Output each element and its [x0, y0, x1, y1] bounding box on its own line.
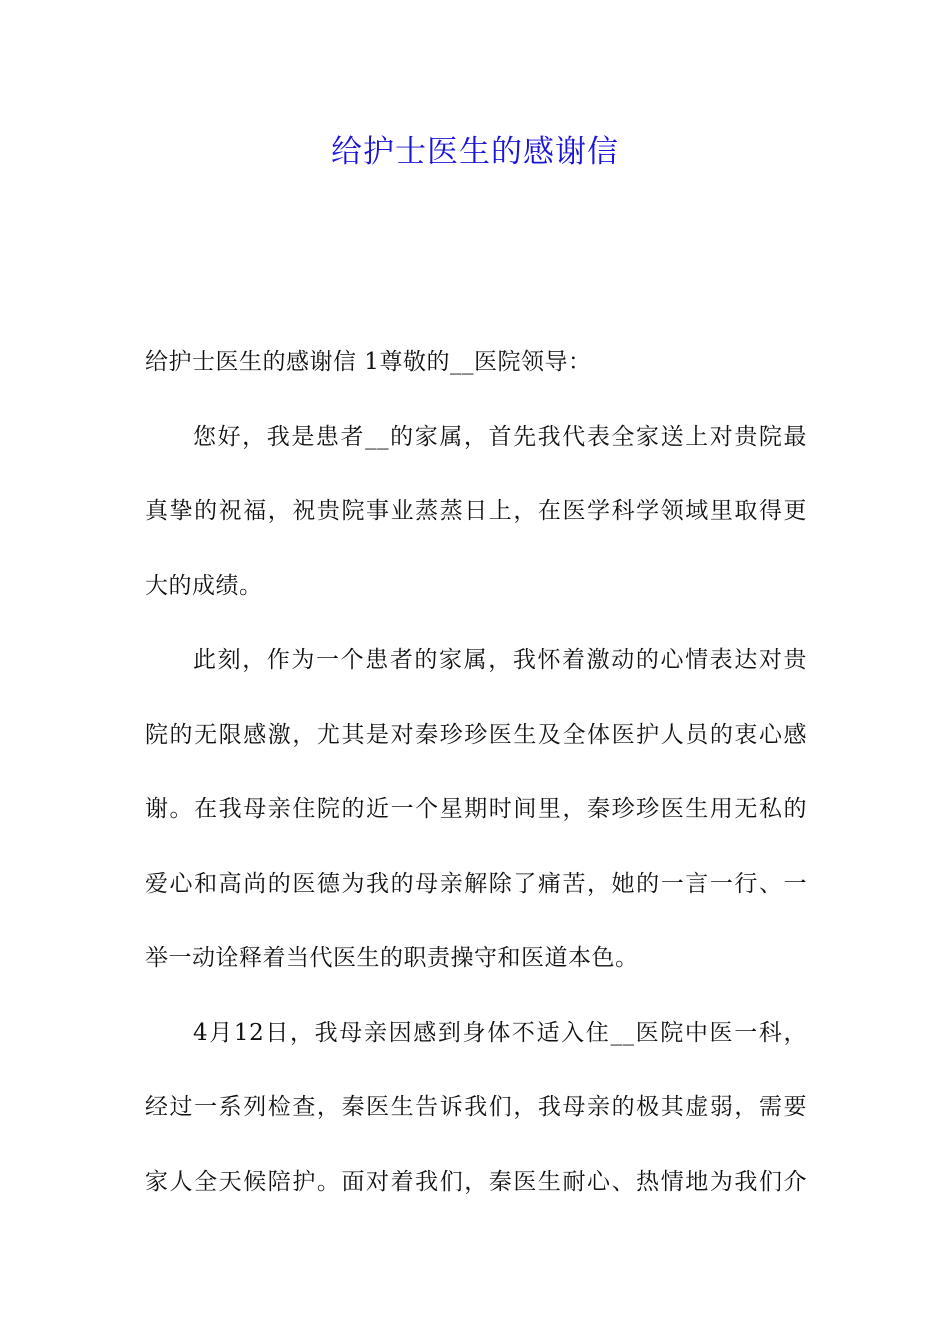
paragraph-line: 家人全天候陪护。面对着我们，秦医生耐心、热情地为我们介: [145, 1168, 807, 1195]
paragraph-line: 您好，我是患者__的家属，首先我代表全家送上对贵院最: [193, 423, 807, 450]
paragraph-line: 举一动诠释着当代医生的职责操守和医道本色。: [145, 945, 639, 971]
letter-body: [145, 335, 807, 1229]
paragraph-line: 爱心和高尚的医德为我的母亲解除了痛苦，她的一言一行、一: [145, 870, 807, 897]
paragraph-line: 真挚的祝福，祝贵院事业蒸蒸日上，在医学科学领域里取得更: [145, 498, 807, 524]
paragraph-line: 院的无限感激，尤其是对秦珍珍医生及全体医护人员的衷心感: [145, 721, 807, 748]
paragraph-line: 谢。在我母亲住院的近一个星期时间里，秦珍珍医生用无私的: [145, 796, 807, 822]
salutation-line: 给护士医生的感谢信 1尊敬的__医院领导：: [145, 349, 592, 375]
paragraph-line: 此刻，作为一个患者的家属，我怀着激动的心情表达对贵: [193, 647, 807, 673]
paragraph-line: 4月12日，我母亲因感到身体不适入住__医院中医一科，: [193, 1019, 807, 1046]
paragraph-line: 经过一系列检查，秦医生告诉我们，我母亲的极其虚弱，需要: [145, 1094, 807, 1120]
document-title: 给护士医生的感谢信: [331, 134, 619, 170]
paragraph-line: 大的成绩。: [145, 572, 263, 599]
